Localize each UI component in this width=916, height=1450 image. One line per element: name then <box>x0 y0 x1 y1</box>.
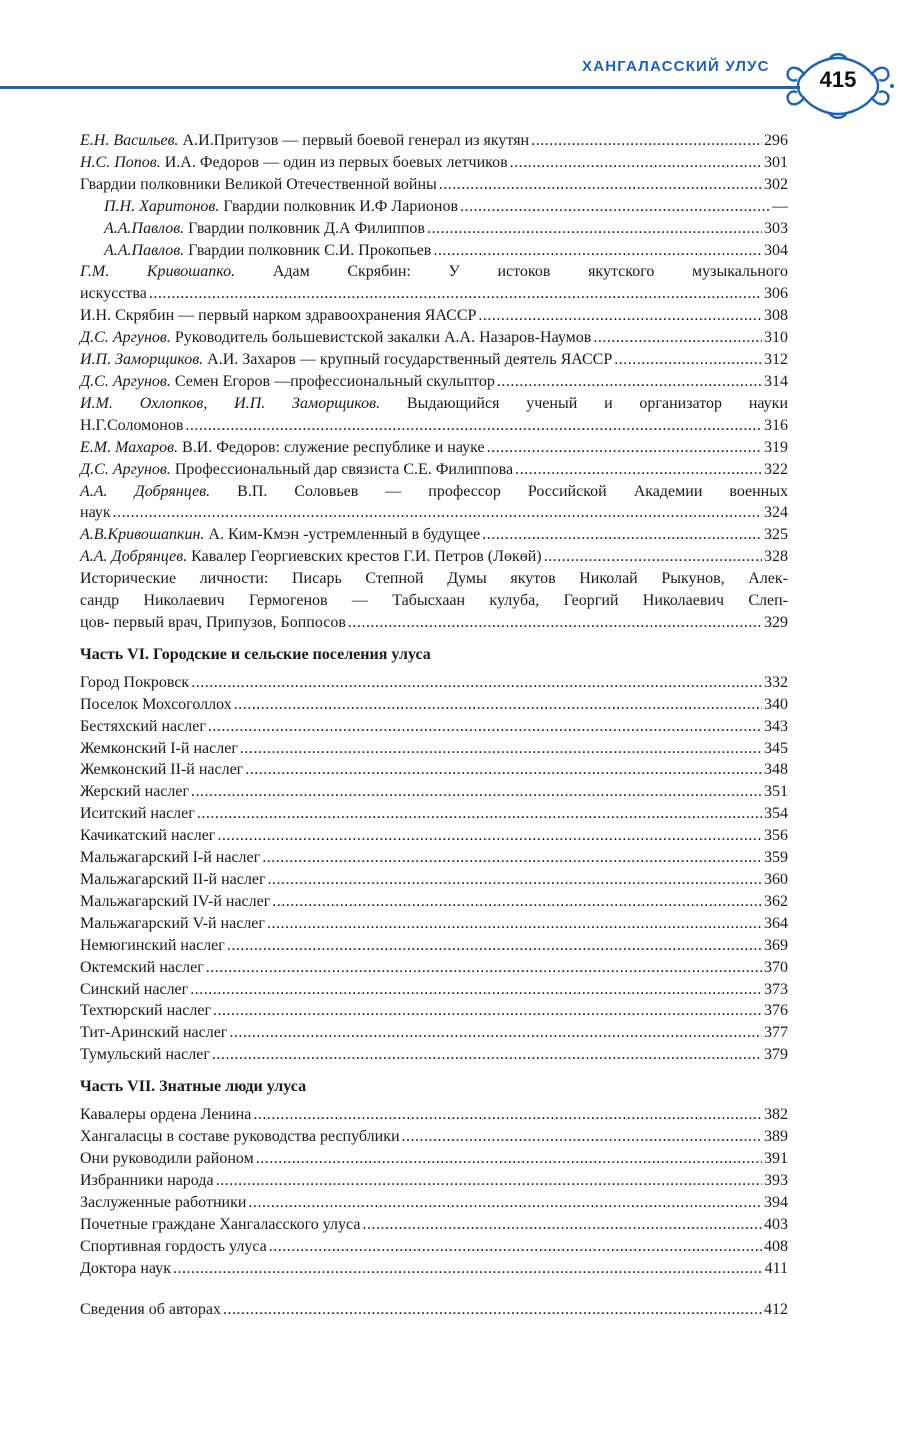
entry-title: Семен Егоров —профессиональный скульптор <box>174 372 495 390</box>
entry-title: И.А. Федоров — один из первых боевых летчиков <box>164 153 508 171</box>
toc-entry-authors <box>80 1299 788 1321</box>
entry-page: 296 <box>764 132 788 149</box>
dot-leader <box>268 869 762 891</box>
entry-author: А.А.Павлов. <box>104 219 185 237</box>
toc-entry <box>80 1214 788 1236</box>
entry-page: 308 <box>764 307 788 325</box>
toc-entry <box>80 1236 788 1258</box>
toc-entry <box>80 371 788 393</box>
toc-entry-line: Исторические личности: Писарь Степной Думы якутов Николай Рыкунов, Алек- <box>80 570 788 588</box>
dot-leader <box>515 459 762 481</box>
dot-leader <box>248 1192 762 1214</box>
toc-entry <box>80 979 788 1001</box>
entry-title: Качикатский наслег <box>80 827 216 845</box>
toc-entry <box>80 283 788 305</box>
dot-leader <box>497 371 762 393</box>
entry-author: Е.Н. Васильев. <box>80 132 179 149</box>
dot-leader <box>185 415 762 437</box>
toc-entry <box>80 174 788 196</box>
dot-leader <box>212 1044 762 1066</box>
entry-title: Выдающийся ученый и организатор науки <box>406 394 789 412</box>
entry-title: Кавалеры ордена Ленина <box>80 1106 252 1124</box>
entry-title: В.П. Соловьев — профессор Российской Академии военных <box>237 482 788 500</box>
entry-title: Избранники народа <box>80 1171 214 1189</box>
entry-page: 345 <box>764 739 788 757</box>
entry-page: 301 <box>764 153 788 171</box>
entry-title: Бестяхский наслег <box>80 717 206 735</box>
entry-title-cont: цов- первый врач, Припузов, Боппосов <box>80 613 346 631</box>
toc-entry <box>80 196 788 218</box>
entry-title: Руководитель большевистской закалки А.А. Назаров-Наумов <box>174 329 592 347</box>
entry-page: 319 <box>764 438 788 456</box>
entry-title: Адам Скрябин: У истоков якутского музыкального <box>272 263 788 281</box>
entry-page: 340 <box>764 695 788 713</box>
toc-entry <box>80 1022 788 1044</box>
toc-entry <box>80 1126 788 1148</box>
toc-entry-line: сандр Николаевич Гермогенов — Табысхаан кулуба, Георгий Николаевич Слеп- <box>80 592 788 610</box>
toc-entry <box>80 612 788 634</box>
entry-page: 310 <box>764 329 788 347</box>
entry-author: А.А.Павлов. <box>104 241 185 259</box>
toc-entry-line <box>80 261 788 283</box>
entry-page: 370 <box>764 958 788 976</box>
dot-leader <box>269 1236 762 1258</box>
dot-leader <box>272 891 762 913</box>
entry-title: Жемконский II-й наслег <box>80 761 244 779</box>
entry-title: Жерский наслег <box>80 783 190 801</box>
entry-author: И.М. Охлопков, И.П. Заморщиков. <box>80 394 381 412</box>
dot-leader <box>213 1000 762 1022</box>
entry-author: А.А. Добрянцев. <box>80 482 211 500</box>
entry-page: 314 <box>764 372 788 390</box>
dot-leader <box>510 152 762 174</box>
dot-leader <box>234 694 762 716</box>
toc-entry <box>80 1000 788 1022</box>
entry-page: 411 <box>764 1259 788 1277</box>
toc-entry <box>80 349 788 371</box>
dot-leader <box>253 1104 762 1126</box>
dot-leader <box>487 437 762 459</box>
dot-leader <box>478 305 762 327</box>
toc-entry <box>80 781 788 803</box>
toc-entry <box>80 218 788 240</box>
part7-list <box>80 1104 788 1279</box>
entry-page: 364 <box>764 914 788 932</box>
toc-entry <box>80 1192 788 1214</box>
section-title-part6: Часть VI. Городские и сельские поселения улуса <box>80 645 431 663</box>
dot-leader <box>593 327 762 349</box>
toc-entry <box>80 891 788 913</box>
toc-entry <box>80 327 788 349</box>
entry-author: И.П. Заморщиков. <box>80 351 204 369</box>
entry-author: Д.С. Аргунов. <box>80 372 171 390</box>
entry-page: 362 <box>764 892 788 910</box>
toc-entry <box>80 672 788 694</box>
entry-page: — <box>772 197 788 215</box>
entry-page: 312 <box>764 351 788 369</box>
entry-page: 391 <box>764 1149 788 1167</box>
entry-title: Тумульский наслег <box>80 1046 210 1064</box>
entry-page: 351 <box>764 783 788 801</box>
entry-page: 329 <box>764 613 788 631</box>
dot-leader <box>482 524 762 546</box>
toc-entry <box>80 913 788 935</box>
page-number: 415 <box>819 67 857 92</box>
entry-page: 348 <box>764 761 788 779</box>
table-of-contents <box>80 130 788 1321</box>
entry-title: Заслуженные работники <box>80 1193 247 1211</box>
entry-title: Они руководили районом <box>80 1149 254 1167</box>
dot-leader <box>216 1170 762 1192</box>
entry-title: Доктора наук <box>80 1259 171 1277</box>
dot-leader <box>173 1258 763 1280</box>
entry-title: Иситский наслег <box>80 805 195 823</box>
entry-page: 394 <box>764 1193 788 1211</box>
toc-entry <box>80 415 788 437</box>
toc-entry <box>80 546 788 568</box>
dot-leader <box>348 612 762 634</box>
toc-entry <box>80 152 788 174</box>
toc-entry <box>80 1148 788 1170</box>
entry-page: 376 <box>764 1002 788 1020</box>
toc-entry <box>80 869 788 891</box>
dot-leader <box>433 240 762 262</box>
entry-page: 359 <box>764 849 788 867</box>
entry-author: Д.С. Аргунов. <box>80 460 171 478</box>
entry-title: Тит-Аринский наслег <box>80 1024 228 1042</box>
entry-title: Октемский наслег <box>80 958 204 976</box>
toc-entry <box>80 1044 788 1066</box>
dot-leader <box>262 847 762 869</box>
toc-entry <box>80 825 788 847</box>
entry-page: 324 <box>764 504 788 522</box>
entry-title: Гвардии полковники Великой Отечественной войны <box>80 175 437 193</box>
entry-title-cont: наук <box>80 504 111 522</box>
dot-leader <box>229 1022 762 1044</box>
toc-entry <box>80 305 788 327</box>
toc-entry <box>80 459 788 481</box>
dot-leader <box>240 738 762 760</box>
toc-entry <box>80 803 788 825</box>
entry-page: 369 <box>764 936 788 954</box>
entry-page: 408 <box>764 1237 788 1255</box>
entry-author: А.В.Кривошапкин. <box>80 526 205 544</box>
entry-page: 377 <box>764 1024 788 1042</box>
entry-page: 332 <box>764 673 788 691</box>
entry-page: 393 <box>764 1171 788 1189</box>
entry-title: Синский наслег <box>80 980 189 998</box>
entry-page: 379 <box>764 1046 788 1064</box>
entry-title: Немюгинский наслег <box>80 936 225 954</box>
toc-entry <box>80 437 788 459</box>
dot-leader <box>191 781 762 803</box>
entry-author: Е.М. Махаров. <box>80 438 179 456</box>
dot-leader <box>208 716 762 738</box>
entry-title: Поселок Мохсоголлох <box>80 695 232 713</box>
dot-leader <box>531 130 762 152</box>
toc-entry <box>80 935 788 957</box>
part6-list <box>80 672 788 1066</box>
entry-title: Профессиональный дар связиста С.Е. Филиппова <box>174 460 514 478</box>
dot-leader <box>402 1126 762 1148</box>
entry-title: А. Ким-Кмэн -устремленный в будущее <box>208 526 481 544</box>
dot-leader <box>223 1299 762 1321</box>
entry-author: П.Н. Харитонов. <box>104 197 220 215</box>
entry-page: 328 <box>764 548 788 566</box>
toc-entry <box>80 524 788 546</box>
running-title: ХАНГАЛАССКИЙ УЛУС <box>582 58 770 75</box>
dot-leader <box>113 502 762 524</box>
toc-entry <box>80 502 788 524</box>
entry-title: Техтюрский наслег <box>80 1002 212 1020</box>
dot-leader <box>427 218 762 240</box>
entry-page: 304 <box>764 241 788 259</box>
toc-entry <box>80 694 788 716</box>
entry-title: Мальжагарский II-й наслег <box>80 871 266 888</box>
entry-page: 360 <box>764 871 788 888</box>
toc-entry <box>80 716 788 738</box>
entry-page: 322 <box>764 460 788 478</box>
entry-author: Г.М. Кривошапко. <box>80 263 236 281</box>
entry-author: Д.С. Аргунов. <box>80 329 171 347</box>
dot-leader <box>362 1214 762 1236</box>
entry-title: Кавалер Георгиевских крестов Г.И. Петров (Лөкөй) <box>191 548 542 566</box>
entry-title: Гвардии полковник С.И. Прокопьев <box>188 241 432 259</box>
header-rule <box>0 86 800 89</box>
entry-page: 303 <box>764 219 788 237</box>
entry-title: Город Покровск <box>80 673 190 691</box>
dot-leader <box>245 759 762 781</box>
entry-page: 316 <box>764 416 788 434</box>
entry-title: Гвардии полковник Д.А Филиппов <box>188 219 425 237</box>
entry-title-cont: Н.Г.Соломонов <box>80 416 184 434</box>
toc-entry <box>80 957 788 979</box>
dot-leader <box>206 957 762 979</box>
entry-page: 356 <box>764 827 788 845</box>
toc-entry-line <box>80 481 788 503</box>
entry-title: А.И.Притузов — первый боевой генерал из якутян <box>182 132 530 149</box>
dot-leader <box>197 803 762 825</box>
entry-title: Почетные граждане Хангаласского улуса <box>80 1215 361 1233</box>
entry-title: Мальжагарский V-й наслег <box>80 914 265 932</box>
dot-leader <box>614 349 762 371</box>
dot-leader <box>460 196 770 218</box>
section-title-part7: Часть VII. Знатные люди улуса <box>80 1078 307 1096</box>
entry-title: Гвардии полковник И.Ф Ларионов <box>223 197 459 215</box>
toc-entry <box>80 240 788 262</box>
entry-title: Мальжагарский IV-й наслег <box>80 892 271 910</box>
entry-page: 302 <box>764 175 788 193</box>
toc-entry-line <box>80 393 788 415</box>
toc-entry <box>80 738 788 760</box>
dot-leader <box>217 825 762 847</box>
page-header <box>0 0 916 130</box>
toc-entry <box>80 1258 788 1280</box>
entry-author: А.А. Добрянцев. <box>80 548 188 566</box>
entry-title: Спортивная гордость улуса <box>80 1237 267 1255</box>
entry-title-cont: искусства <box>80 285 147 303</box>
entry-page: 343 <box>764 717 788 735</box>
entry-title: В.И. Федоров: служение республике и науке <box>182 438 485 456</box>
entry-page: 412 <box>764 1301 788 1319</box>
toc-entry <box>80 847 788 869</box>
dot-leader <box>190 979 762 1001</box>
entry-page: 382 <box>764 1106 788 1124</box>
entry-page: 306 <box>764 285 788 303</box>
dot-leader <box>439 174 762 196</box>
dot-leader <box>191 672 762 694</box>
dot-leader <box>149 283 762 305</box>
entry-title: Жемконский I-й наслег <box>80 739 238 757</box>
toc-entry <box>80 1170 788 1192</box>
toc-entry <box>80 130 788 152</box>
dot-leader <box>267 913 762 935</box>
entry-title: И.Н. Скрябин — первый нарком здравоохранения ЯАССР <box>80 307 477 325</box>
entry-page: 354 <box>764 805 788 823</box>
entry-page: 403 <box>764 1215 788 1233</box>
entry-title: Хангаласцы в составе руководства республики <box>80 1128 400 1146</box>
entry-title: А.И. Захаров — крупный государственный деятель ЯАССР <box>207 351 613 369</box>
toc-entry <box>80 1104 788 1126</box>
dot-leader <box>256 1148 762 1170</box>
entry-author: Н.С. Попов. <box>80 153 161 171</box>
dot-leader <box>544 546 762 568</box>
entry-title: Мальжагарский I-й наслег <box>80 849 261 867</box>
entry-title: Сведения об авторах <box>80 1301 222 1319</box>
dot-leader <box>227 935 762 957</box>
entry-page: 373 <box>764 980 788 998</box>
entry-page: 325 <box>764 526 788 544</box>
toc-entry <box>80 759 788 781</box>
entry-page: 389 <box>764 1128 788 1146</box>
